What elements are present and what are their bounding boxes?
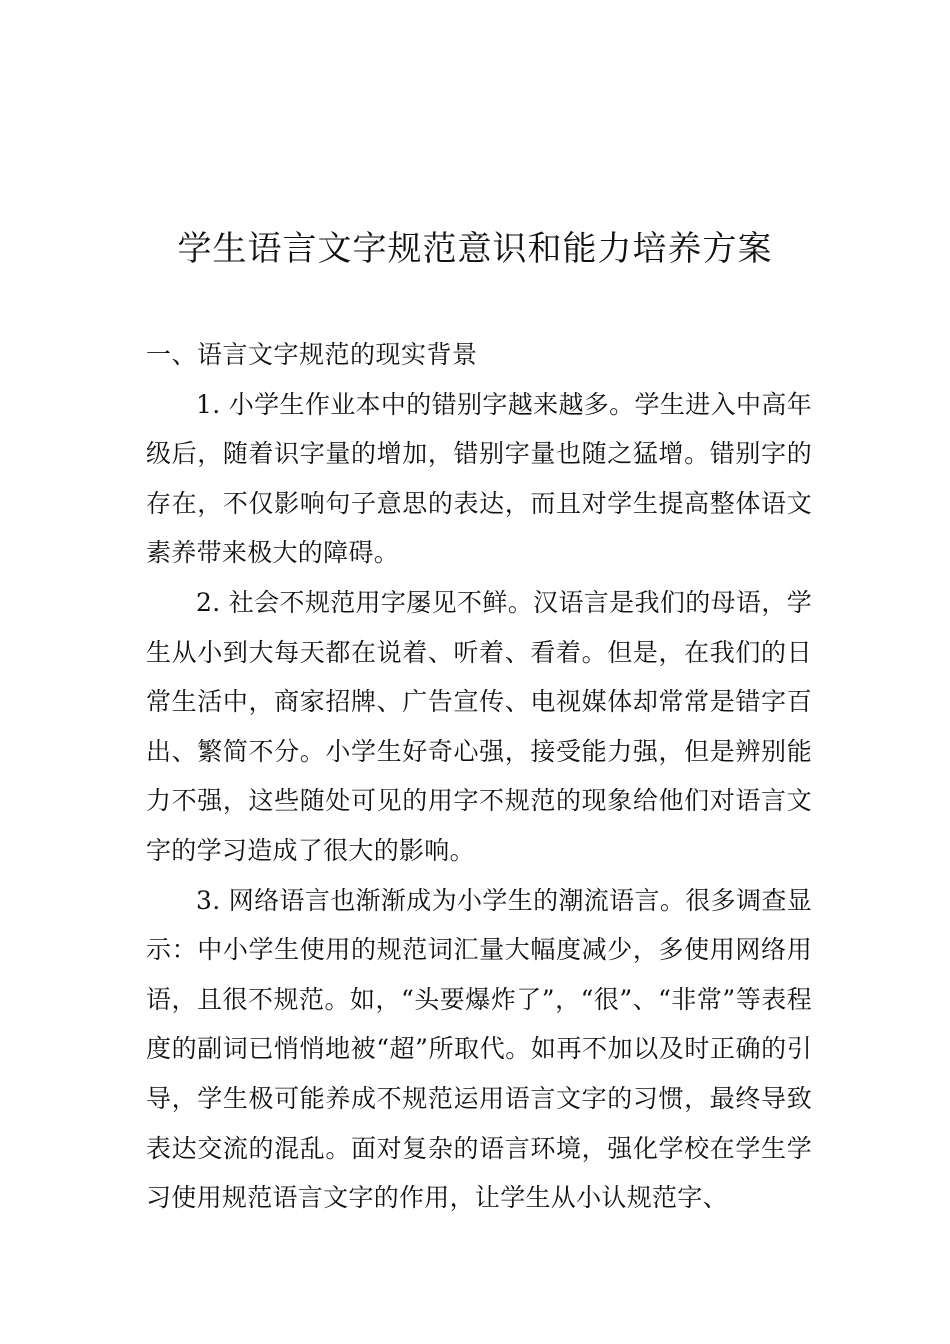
section-heading: 一、语言文字规范的现实背景: [146, 340, 478, 369]
paragraph-2: 2. 社会不规范用字屡见不鲜。汉语言是我们的母语，学生从小到大每天都在说着、听着、看着。但是，在我们的日常生活中，商家招牌、广告宣传、电视媒体却常常是错字百出、繁简不分。小学生好奇心强，接受能力强，但是辨别能力不强，这些随处可见的用字不规范的现象给他们对语言文字的学习造成了很大的影响。: [146, 587, 812, 865]
paragraph-3: 3. 网络语言也渐渐成为小学生的潮流语言。很多调查显示：中小学生使用的规范词汇量大幅度减少，多使用网络用语，且很不规范。如，“头要爆炸了”，“很”、“非常”等表程度的副词已悄悄地被“超”所取代。如再不加以及时正确的引导，学生极可能养成不规范运用语言文字的习惯，最终导致表达交流的混乱。面对复杂的语言环境，强化学校在学生学习使用规范语言文字的作用，让学生从小认规范字、: [146, 885, 812, 1213]
document-title: 学生语言文字规范意识和能力培养方案: [177, 229, 773, 269]
document-body: [146, 330, 812, 1223]
paragraph-1: 1. 小学生作业本中的错别字越来越多。学生进入中高年级后，随着识字量的增加，错别字量也随之猛增。错别字的存在，不仅影响句子意思的表达，而且对学生提高整体语文素养带来极大的障碍。: [146, 389, 812, 568]
